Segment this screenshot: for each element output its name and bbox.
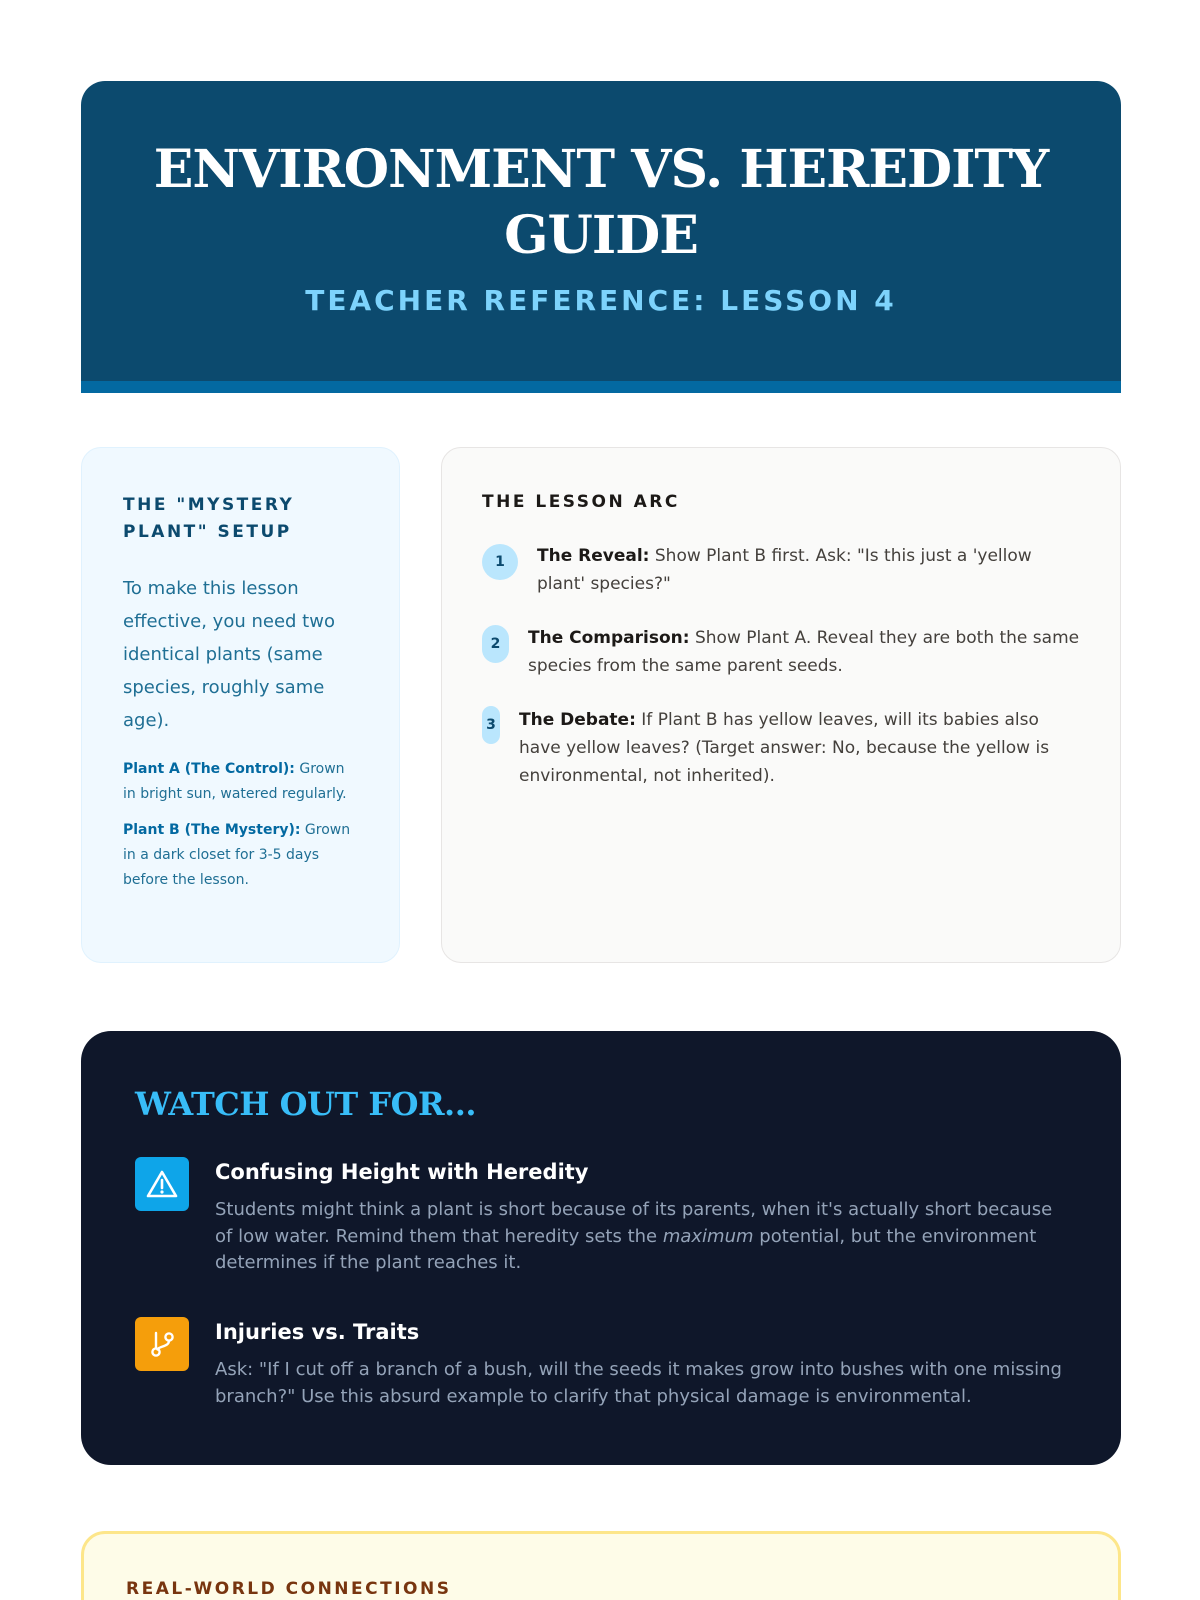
plant-b-text: Grown in a dark closet for 3-5 days before the lesson.	[123, 822, 351, 888]
setup-heading: THE "MYSTERY PLANT" SETUP	[123, 495, 295, 542]
watch-out-item-body	[215, 1157, 1067, 1277]
plant-a-description	[123, 757, 361, 807]
page-subtitle: TEACHER REFERENCE: LESSON 4	[305, 284, 897, 317]
text-part: Students might think a plant is short because of its parents, when it's actually short because of low water. Remind them that heredity sets the	[215, 1199, 1053, 1247]
emphasis-text: maximum	[662, 1225, 754, 1247]
watch-out-card	[81, 1031, 1121, 1465]
watch-out-item-title: Injuries vs. Traits	[215, 1320, 420, 1344]
lesson-arc-card	[441, 447, 1121, 963]
step-label: The Comparison:	[528, 628, 690, 648]
step-label: The Debate:	[519, 710, 636, 730]
watch-out-heading: WATCH OUT FOR...	[135, 1085, 476, 1123]
step-text	[537, 542, 1080, 598]
lesson-step	[482, 624, 1080, 680]
step-number-badge: 2	[482, 625, 509, 663]
warning-icon	[135, 1157, 189, 1211]
step-description: If Plant B has yellow leaves, will its babies also have yellow leaves? (Target answer: No, because the yellow is environmental, not inherited).	[519, 710, 1050, 786]
step-number-badge: 3	[482, 706, 500, 744]
text-part: potential, but the environment determines if the plant reaches it.	[215, 1225, 1037, 1273]
mystery-plant-setup-card	[81, 447, 400, 963]
real-world-heading: REAL-WORLD CONNECTIONS	[126, 1579, 452, 1599]
page-title: ENVIRONMENT VS. HEREDITY GUIDE	[153, 139, 1049, 266]
watch-out-item-body	[215, 1317, 1067, 1410]
watch-out-item	[135, 1157, 1067, 1277]
step-description: Show Plant B first. Ask: "Is this just a 'yellow plant' species?"	[537, 546, 1032, 594]
watch-out-item-title: Confusing Height with Heredity	[215, 1160, 589, 1184]
step-label: The Reveal:	[537, 546, 650, 566]
watch-out-item-text: Ask: "If I cut off a branch of a bush, will the seeds it makes grow into bushes with one missing branch?" Use this absurd example to clarify that physical damage is environmental.	[215, 1359, 1062, 1407]
header-banner	[81, 81, 1121, 393]
branch-icon	[135, 1317, 189, 1371]
watch-out-item	[135, 1317, 1067, 1410]
step-text	[528, 624, 1080, 680]
lesson-step	[482, 542, 1080, 598]
plant-a-label: Plant A (The Control):	[123, 761, 295, 777]
real-world-connections-card	[81, 1531, 1121, 1600]
step-description: Show Plant A. Reveal they are both the same species from the same parent seeds.	[528, 628, 1080, 676]
plant-b-description	[123, 818, 361, 893]
step-text	[519, 706, 1080, 790]
watch-out-item-text	[215, 1197, 1067, 1277]
plant-b-label: Plant B (The Mystery):	[123, 822, 301, 838]
setup-intro: To make this lesson effective, you need two identical plants (same species, roughly same age).	[123, 578, 335, 731]
step-number-badge: 1	[482, 544, 518, 580]
plant-a-text: Grown in bright sun, watered regularly.	[123, 761, 347, 802]
lesson-step	[482, 706, 1080, 790]
lesson-arc-heading: THE LESSON ARC	[482, 492, 680, 512]
